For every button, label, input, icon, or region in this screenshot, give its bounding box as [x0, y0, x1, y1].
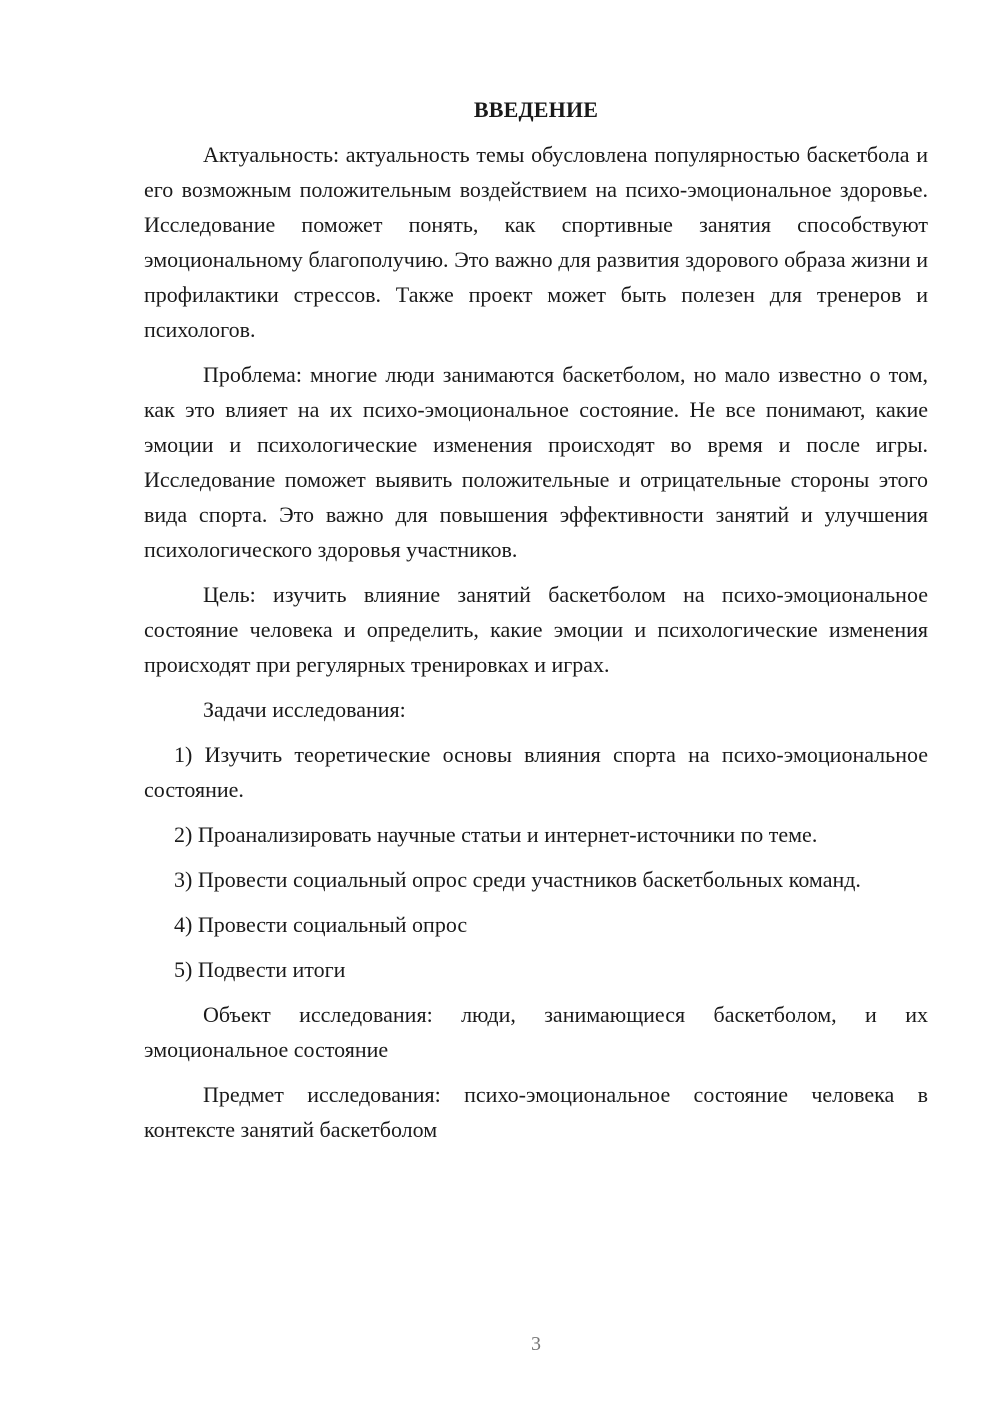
task-item-5: 5) Подвести итоги [174, 957, 346, 982]
relevance-paragraph: Актуальность: актуальность темы обусловлена популярностью баскетбола и его возможным положительным воздействием на психо-эмоциональное здоровье. Исследование поможет понять, как спортивные занятия способствуют эмоциональному благополучию. Это важно для развития здорового образа жизни и профилактики стрессов. Также проект может быть полезен для тренеров и психологов. [144, 142, 928, 342]
problem-paragraph: Проблема: многие люди занимаются баскетболом, но мало известно о том, как это влияет на их психо-эмоциональное состояние. Не все понимают, какие эмоции и психологические изменения происходят во время и после игры. Исследование поможет выявить положительные и отрицательные стороны этого вида спорта. Это важно для повышения эффективности занятий и улучшения психологического здоровья участников. [144, 362, 928, 562]
page-number: 3 [531, 1333, 541, 1355]
task-item-4: 4) Провести социальный опрос [174, 912, 468, 937]
tasks-heading: Задачи исследования: [203, 697, 406, 722]
goal-paragraph: Цель: изучить влияние занятий баскетболом на психо-эмоциональное состояние человека и определить, какие эмоции и психологические изменения происходят при регулярных тренировках и играх. [144, 582, 928, 677]
page-title: ВВЕДЕНИЕ [473, 97, 599, 122]
task-item-2: 2) Проанализировать научные статьи и интернет-источники по теме. [174, 822, 818, 847]
page-content [144, 92, 928, 1157]
object-paragraph: Объект исследования: люди, занимающиеся баскетболом, и их эмоциональное состояние [144, 1002, 928, 1062]
task-item-3: 3) Провести социальный опрос среди участников баскетбольных команд. [174, 867, 861, 892]
subject-paragraph: Предмет исследования: психо-эмоциональное состояние человека в контексте занятий баскетболом [144, 1082, 928, 1142]
task-item-1: 1) Изучить теоретические основы влияния спорта на психо-эмоциональное состояние. [144, 742, 928, 802]
